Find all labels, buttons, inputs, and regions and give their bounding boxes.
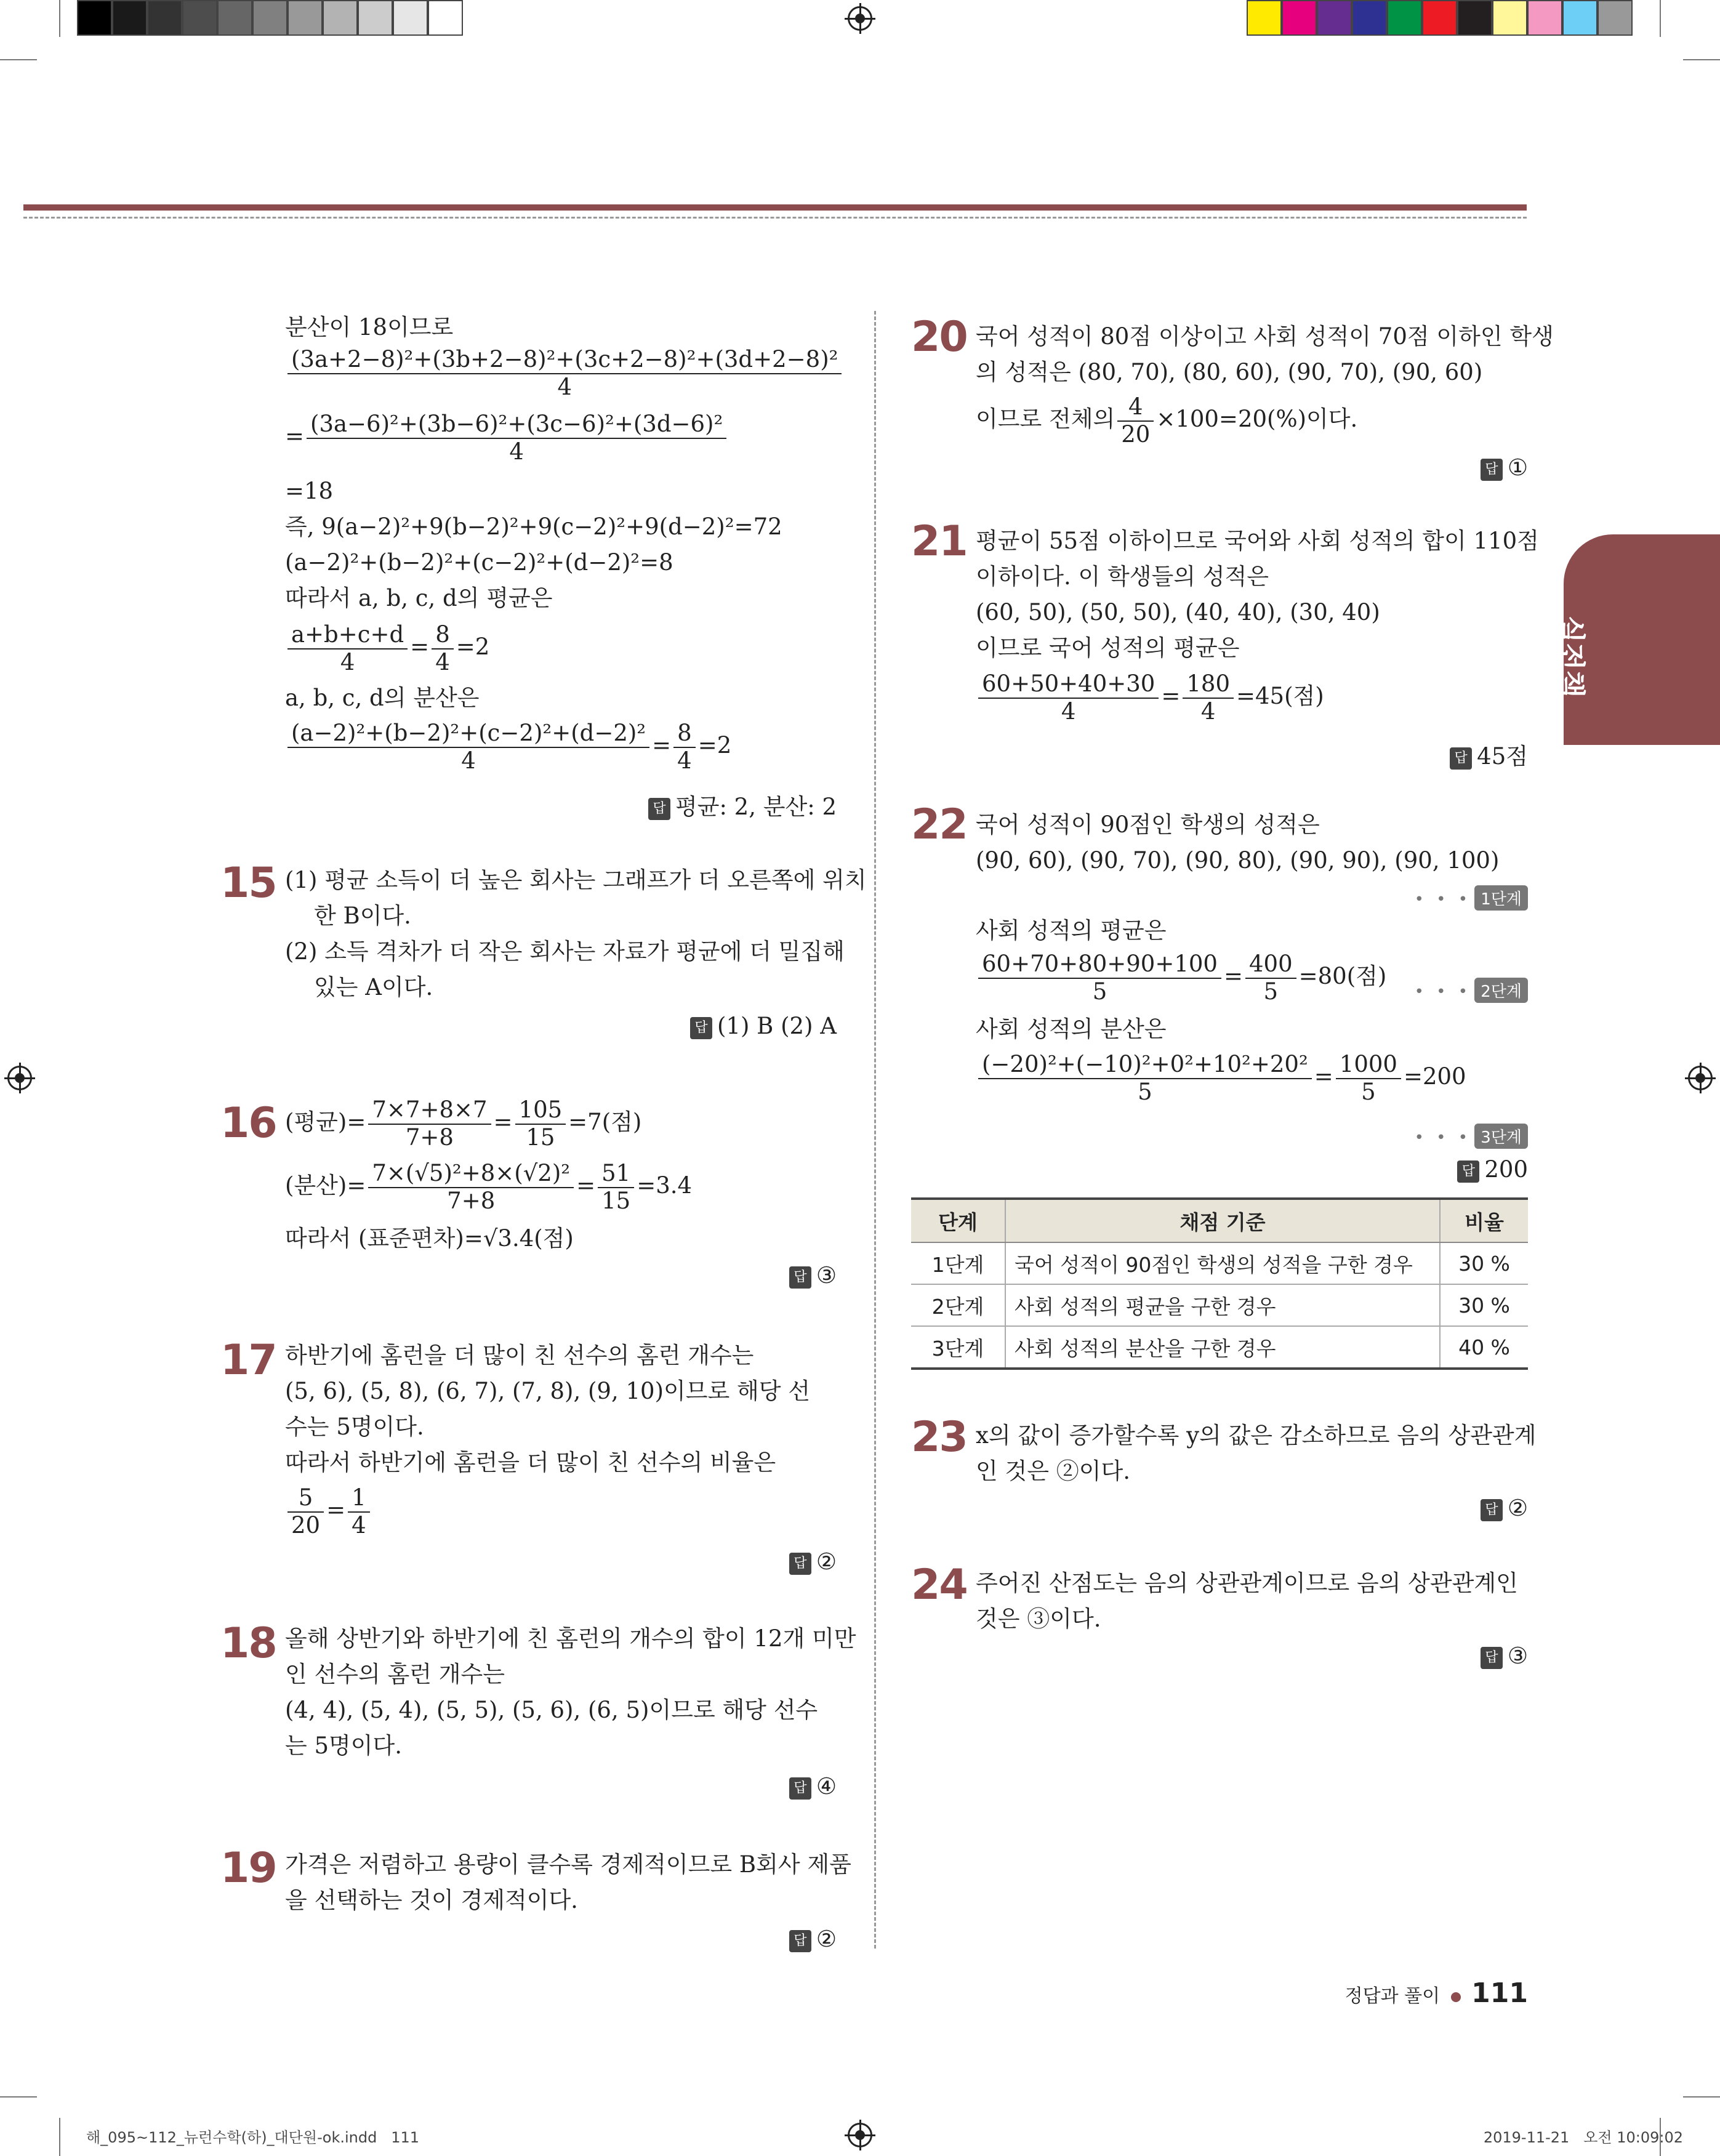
q15-answer: 답 (1) B (2) A <box>690 1013 837 1039</box>
q15-line: (1) 평균 소득이 더 높은 회사는 그래프가 더 오른쪽에 위치 <box>285 867 867 893</box>
q18-line: 올해 상반기와 하반기에 친 홈런의 개수의 합이 12개 미만 <box>285 1625 856 1652</box>
question-number: 23 <box>911 1413 967 1462</box>
crop-mark <box>1683 59 1720 60</box>
gray-swatch <box>323 0 358 36</box>
q22-mean-formula: $\frac{60+70+80+90+100}{5}$ = $\frac{400}{5}$ =80(점) <box>976 951 1386 1005</box>
table-row <box>911 1284 1528 1326</box>
q14-answer: 답 평균: 2, 분산: 2 <box>648 788 837 821</box>
color-swatch <box>1597 0 1633 36</box>
table-cell: 3단계 <box>911 1326 1005 1369</box>
step-marker-1: • • • 1단계 <box>1415 885 1528 911</box>
table-cell: 2단계 <box>911 1284 1005 1326</box>
header-dashed-rule <box>23 217 1527 219</box>
color-swatch <box>1562 0 1597 36</box>
table-header: 비율 <box>1440 1199 1528 1242</box>
q14-formula-1: $\frac{\text{(3a+2−8)²+(3b+2−8)²+(3c+2−8)²+(3d+2−8)²}}{4}$ <box>285 347 844 400</box>
q14-formula-3: $\frac{a+b+c+d}{4}$ = $\frac{8}{4}$ =2 <box>285 622 489 675</box>
question-number: 15 <box>220 859 276 907</box>
q22-line: 사회 성적의 평균은 <box>976 917 1167 944</box>
crop-mark <box>0 2096 37 2098</box>
q22-variance-formula: $\frac{\text{(−20)²+(−10)²+0²+10²+20²}}{5}$ = $\frac{1000}{5}$ =200 <box>976 1052 1466 1105</box>
question-number: 16 <box>220 1099 276 1148</box>
color-swatch <box>1387 0 1422 36</box>
table-header-row <box>911 1199 1528 1242</box>
q22-line: 사회 성적의 분산은 <box>976 1016 1167 1042</box>
gray-swatch <box>428 0 463 36</box>
table-row <box>911 1326 1528 1369</box>
q20-answer: 답 ① <box>1481 454 1528 481</box>
grading-table <box>911 1197 1528 1370</box>
question-number: 19 <box>220 1844 276 1893</box>
answer-icon: 답 <box>789 1930 811 1952</box>
table-cell: 사회 성적의 평균을 구한 경우 <box>1005 1284 1440 1326</box>
q16-mean-formula: (평균)= $\frac{7\times 7+8\times 7}{7+8}$ = $\frac{105}{15}$ =7(점) <box>285 1096 642 1151</box>
table-cell: 30 % <box>1440 1242 1528 1284</box>
gray-swatch <box>182 0 217 36</box>
registration-mark-icon <box>848 2123 872 2147</box>
q15-line: 있는 A이다. <box>314 974 433 1000</box>
q14-line: (a−2)²+(b−2)²+(c−2)²+(d−2)²=8 <box>285 549 673 576</box>
table-cell: 40 % <box>1440 1326 1528 1369</box>
q24-line: 주어진 산점도는 음의 상관관계이므로 음의 상관관계인 <box>976 1570 1518 1596</box>
gray-swatch <box>358 0 393 36</box>
q23-answer: 답 ② <box>1481 1495 1528 1521</box>
answer-icon: 답 <box>648 798 670 820</box>
q22-line: 국어 성적이 90점인 학생의 성적은 <box>976 811 1320 838</box>
q17-line: (5, 6), (5, 8), (6, 7), (7, 8), (9, 10)이므로 해당 선 <box>285 1378 810 1404</box>
answer-icon: 답 <box>1481 1647 1503 1669</box>
page-number: 111 <box>1471 1977 1528 2009</box>
q24-line: 것은 ③이다. <box>976 1606 1101 1632</box>
q18-answer: 답 ④ <box>789 1773 837 1800</box>
answer-icon: 답 <box>1481 459 1503 481</box>
color-swatch <box>1282 0 1317 36</box>
table-cell: 국어 성적이 90점인 학생의 성적을 구한 경우 <box>1005 1242 1440 1284</box>
step-marker-3: • • • 3단계 <box>1415 1124 1528 1149</box>
table-header: 단계 <box>911 1199 1005 1242</box>
bullet-icon <box>1451 1992 1461 2002</box>
answer-icon: 답 <box>1457 1160 1479 1183</box>
q17-line: 하반기에 홈런을 더 많이 친 선수의 홈런 개수는 <box>285 1342 754 1369</box>
table-cell: 30 % <box>1440 1284 1528 1326</box>
table-header: 채점 기준 <box>1005 1199 1440 1242</box>
header-rule <box>23 204 1527 211</box>
color-swatch <box>1352 0 1387 36</box>
q21-line: 평균이 55점 이하이므로 국어와 사회 성적의 합이 110점 <box>976 528 1539 554</box>
answer-icon: 답 <box>1481 1499 1503 1521</box>
q16-line: 따라서 (표준편차)=√3.4(점) <box>285 1225 574 1252</box>
answer-icon: 답 <box>789 1553 811 1575</box>
gray-swatch <box>252 0 287 36</box>
q18-line: (4, 4), (5, 4), (5, 5), (5, 6), (6, 5)이므로 해당 선수 <box>285 1697 818 1723</box>
answer-icon: 답 <box>789 1266 811 1289</box>
registration-mark-icon <box>848 6 872 31</box>
gray-swatch <box>393 0 428 36</box>
crop-mark <box>59 0 60 37</box>
table-cell: 사회 성적의 분산을 구한 경우 <box>1005 1326 1440 1369</box>
color-swatch <box>1492 0 1527 36</box>
registration-mark-icon <box>1688 1066 1713 1090</box>
question-number: 18 <box>220 1619 276 1668</box>
slug-filename: 해_095~112_뉴런수학(하)_대단원-ok.indd 111 <box>86 2129 420 2146</box>
q20-line: 의 성적은 (80, 70), (80, 60), (90, 70), (90, 60) <box>976 359 1483 385</box>
answer-icon: 답 <box>690 1017 712 1039</box>
q18-line: 인 선수의 홈런 개수는 <box>285 1661 505 1687</box>
question-number: 22 <box>911 800 967 849</box>
q17-line: 따라서 하반기에 홈런을 더 많이 친 선수의 비율은 <box>285 1449 776 1476</box>
q21-line: 이하이다. 이 학생들의 성적은 <box>976 563 1269 590</box>
q23-line: x의 값이 증가할수록 y의 값은 감소하므로 음의 상관관계 <box>976 1422 1537 1449</box>
q19-answer: 답 ② <box>789 1926 837 1952</box>
question-number: 24 <box>911 1561 967 1609</box>
q21-formula: $\frac{60+50+40+30}{4}$ = $\frac{180}{4}$ =45(점) <box>976 671 1324 725</box>
q21-line: (60, 50), (50, 50), (40, 40), (30, 40) <box>976 599 1380 625</box>
column-divider <box>874 311 876 1949</box>
q17-line: 수는 5명이다. <box>285 1414 424 1440</box>
q17-formula: $\frac{5}{20}$ = $\frac{1}{4}$ <box>285 1485 372 1539</box>
q21-line: 이므로 국어 성적의 평균은 <box>976 635 1240 661</box>
page-footer: 정답과 풀이 111 <box>1344 1977 1528 2009</box>
q14-formula-4: $\frac{\text{(a−2)²+(b−2)²+(c−2)²+(d−2)²}}{4}$ = $\frac{8}{4}$ =2 <box>285 720 731 774</box>
q14-line: a, b, c, d의 분산은 <box>285 685 480 711</box>
q14-line: 따라서 a, b, c, d의 평균은 <box>285 585 553 611</box>
q14-formula-2: = $\frac{\text{(3a−6)²+(3b−6)²+(3c−6)²+(3d−6)²}}{4}$ <box>285 411 729 465</box>
q14-line: 분산이 18이므로 <box>285 314 454 340</box>
answer-icon: 답 <box>1450 747 1472 770</box>
color-swatch <box>1457 0 1492 36</box>
step-marker-2: • • • 2단계 <box>1415 978 1528 1003</box>
question-number: 17 <box>220 1336 276 1385</box>
answer-icon: 답 <box>789 1777 811 1800</box>
q18-line: 는 5명이다. <box>285 1732 403 1759</box>
gray-swatch <box>287 0 323 36</box>
gray-swatch <box>77 0 112 36</box>
table-cell: 1단계 <box>911 1242 1005 1284</box>
q23-line: 인 것은 ②이다. <box>976 1458 1130 1484</box>
q21-answer: 답 45점 <box>1450 738 1528 771</box>
color-swatch <box>1317 0 1352 36</box>
color-swatch <box>1422 0 1457 36</box>
q22-answer: 답 200 <box>1457 1156 1528 1183</box>
q22-line: (90, 60), (90, 70), (90, 80), (90, 90), (90, 100) <box>976 847 1500 874</box>
q15-line: 한 B이다. <box>314 903 411 929</box>
q24-answer: 답 ③ <box>1481 1643 1528 1669</box>
section-tab-label: 실전책 <box>1554 616 1588 698</box>
q19-line: 가격은 저렴하고 용량이 클수록 경제적이므로 B회사 제품 <box>285 1851 851 1878</box>
table-row <box>911 1242 1528 1284</box>
q16-variance-formula: (분산)= $\frac{\text{7×(√5)²+8×(√2)²}}{7+8}$ = $\frac{51}{15}$ =3.4 <box>285 1160 693 1214</box>
gray-swatch <box>112 0 147 36</box>
crop-mark <box>59 2118 60 2156</box>
question-number: 21 <box>911 517 967 566</box>
color-swatch <box>1247 0 1282 36</box>
q17-answer: 답 ② <box>789 1548 837 1575</box>
crop-mark <box>0 59 37 60</box>
q14-line: 즉, 9(a−2)²+9(b−2)²+9(c−2)²+9(d−2)²=72 <box>285 513 782 540</box>
crop-mark <box>1660 0 1661 37</box>
q20-line: 국어 성적이 80점 이상이고 사회 성적이 70점 이하인 학생 <box>976 323 1554 350</box>
q20-formula: 이므로 전체의 $\frac{4}{20}$ ×100=20(%)이다. <box>976 393 1358 448</box>
question-number: 20 <box>911 313 967 361</box>
registration-mark-icon <box>7 1066 32 1090</box>
slug-timestamp: 2019-11-21 오전 10:09:02 <box>1483 2129 1683 2146</box>
q15-line: (2) 소득 격차가 더 작은 회사는 자료가 평균에 더 밀집해 <box>285 938 845 965</box>
gray-swatch <box>147 0 182 36</box>
q14-line: =18 <box>285 478 334 504</box>
crop-mark <box>1683 2096 1720 2098</box>
gray-swatch <box>217 0 252 36</box>
color-swatch <box>1527 0 1562 36</box>
q19-line: 을 선택하는 것이 경제적이다. <box>285 1887 578 1913</box>
q16-answer: 답 ③ <box>789 1262 837 1289</box>
